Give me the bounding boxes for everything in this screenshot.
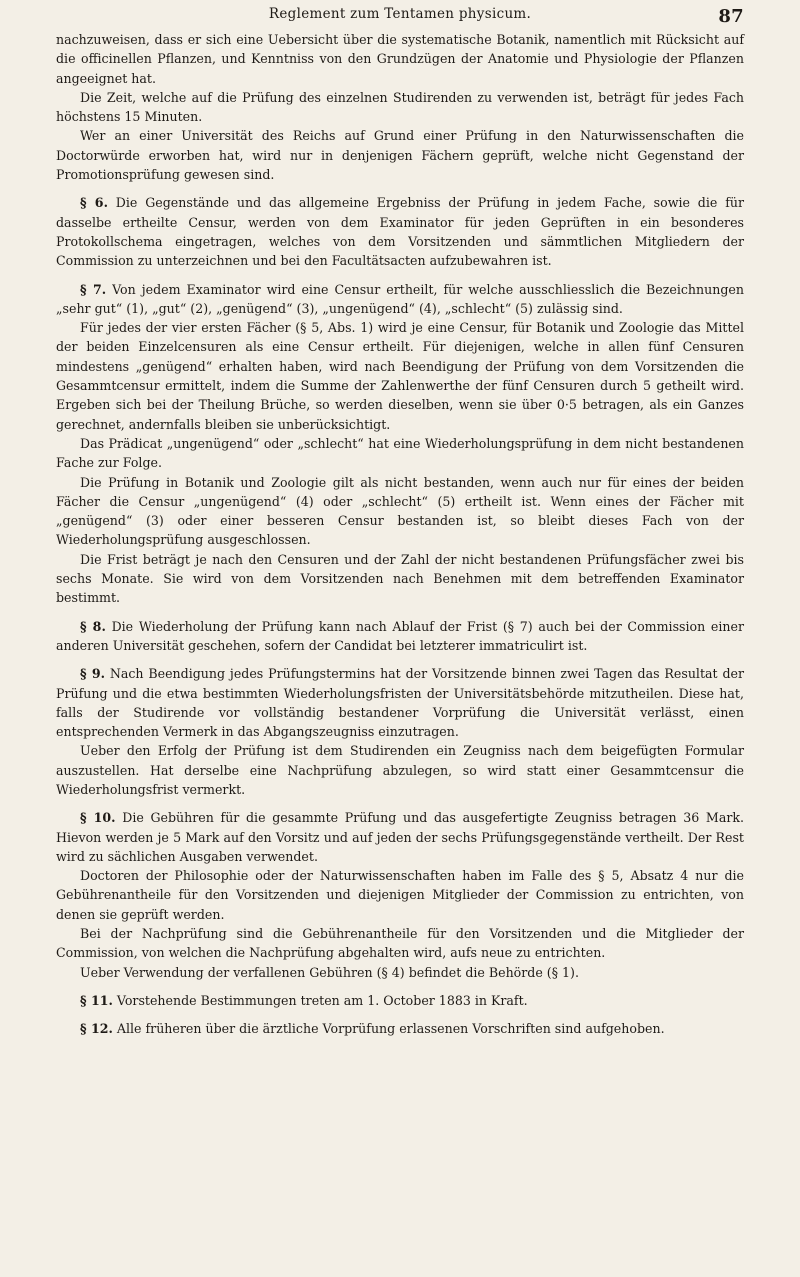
paragraph-text: Die Gegenstände und das allgemeine Ergebniss der Prüfung in jedem Fache, sowie die für dasselbe ertheilte Censur, werden von dem Examinator für jeden Geprüften in ein besonderes Protokollschema eingetragen, welches von dem Vorsitzenden und sämmtlichen Mitgliedern der Commission zu unterzeichnen und bei den Facultätsacten aufzubewahren ist. [56,195,744,269]
section-number: § 10. [80,810,116,826]
section-paragraph [56,991,744,1010]
paragraph-text: nachzuweisen, dass er sich eine Uebersicht über die systematische Botanik, namentlich mit Rücksicht auf die officinellen Pflanzen, und Kenntniss von den Grundzügen der Anatomie und Physiologie der Pflanzen angeeignet hat. [56,32,744,86]
paragraph [56,434,744,473]
paragraph-text: Bei der Nachprüfung sind die Gebührenantheile für den Vorsitzenden und die Mitglieder der Commission, von welchen die Nachprüfung abgehalten wird, aufs neue zu entrichten. [56,926,744,961]
paragraph-text: Vorstehende Bestimmungen treten am 1. October 1883 in Kraft. [116,992,528,1008]
paragraph-text: Für jedes der vier ersten Fächer (§ 5, Abs. 1) wird je eine Censur, für Botanik und Zoologie das Mittel der beiden Einzelcensuren als eine Censur ertheilt. Für diejenigen, welche in allen fünf Censuren mindestens „genügend“ erhalten haben, wird nach Beendigung der Prüfung von dem Vorsitzenden die Gesammtcensur ermittelt, indem die Summe der Zahlenwerthe der fünf Censuren durch 5 getheilt wird. Ergeben sich bei der Theilung Brüche, so werden dieselben, wenn sie über 0·5 betragen, als ein Ganzes gerechnet, andernfalls bleiben sie unberücksichtigt. [56,320,744,432]
paragraph [56,550,744,608]
running-header [56,6,744,30]
paragraph [56,963,744,982]
paragraph-text: Ueber Verwendung der verfallenen Gebühren (§ 4) befindet die Behörde (§ 1). [80,964,579,980]
section-number: § 9. [80,666,105,682]
paragraph-text: Das Prädicat „ungenügend“ oder „schlecht“ hat eine Wiederholungsprüfung in dem nicht bestandenen Fache zur Folge. [56,435,744,471]
section-paragraph [56,808,744,866]
section-paragraph [56,280,744,319]
page-number: 87 [718,6,744,27]
paragraph-text: Ueber den Erfolg der Prüfung ist dem Studirenden ein Zeugniss nach dem beigefügten Formular auszustellen. Hat derselbe eine Nachprüfung abzulegen, so wird statt einer Gesammtcensur die Wiederholungsfrist vermerkt. [56,743,744,797]
paragraph [56,318,744,434]
paragraph-text: Doctoren der Philosophie oder der Naturwissenschaften haben im Falle des § 5, Absatz 4 nur die Gebührenantheile für den Vorsitzenden und diejenigen Mitglieder der Commission zu entrichten, von denen sie geprüft werden. [56,868,744,922]
paragraph [56,473,744,550]
section-number: § 11. [80,992,113,1008]
paragraph-text: Die Prüfung in Botanik und Zoologie gilt als nicht bestanden, wenn auch nur für eines der beiden Fächer die Censur „ungenügend“ (4) oder „schlecht“ (5) ertheilt ist. Wenn eines der Fächer mit „genügend“ (3) oder einer besseren Censur bestanden ist, so bleibt dieses Fach von der Wiederholungsprüfung ausgeschlossen. [56,474,744,548]
section-paragraph [56,617,744,656]
section-number: § 8. [80,618,106,634]
section-number: § 6. [80,195,108,211]
section-number: § 7. [80,281,107,297]
paragraph-text: Die Zeit, welche auf die Prüfung des einzelnen Studirenden zu verwenden ist, beträgt für jedes Fach höchstens 15 Minuten. [56,89,744,125]
paragraph [56,741,744,799]
section-paragraph [56,664,744,741]
paragraph-text: Nach Beendigung jedes Prüfungstermins hat der Vorsitzende binnen zwei Tagen das Resultat der Prüfung und die etwa bestimmten Wiederholungsfristen der Universitätsbehörde mitzutheilen. Diese hat, falls der Studirende vor vollständig bestandener Vorprüfung die Universität verlässt, einen entsprechenden Vermerk in das Abgangszeugniss einzutragen. [56,666,744,740]
paragraph-text: Wer an einer Universität des Reichs auf Grund einer Prüfung in den Naturwissenschaften die Doctorwürde erworben hat, wird nur in denjenigen Fächern geprüft, welche nicht Gegenstand der Promotionsprüfung gewesen sind. [56,128,744,183]
paragraph [56,30,744,88]
running-title: Reglement zum Tentamen physicum. [268,6,532,22]
paragraph [56,126,744,184]
paragraph-text: Alle früheren über die ärztliche Vorprüfung erlassenen Vorschriften sind aufgehoben. [116,1021,665,1037]
section-paragraph [56,193,744,270]
paragraph [56,866,744,924]
paragraph-text: Die Frist beträgt je nach den Censuren und der Zahl der nicht bestandenen Prüfungsfächer zwei bis sechs Monate. Sie wird von dem Vorsitzenden nach Benehmen mit dem betreffenden Examinator bestimmt. [56,551,744,606]
paragraph-text: Die Wiederholung der Prüfung kann nach Ablauf der Frist (§ 7) auch bei der Commission einer anderen Universität geschehen, sofern der Candidat bei letzterer immatriculirt ist. [56,618,744,653]
paragraph-text: Die Gebühren für die gesammte Prüfung und das ausgefertigte Zeugniss betragen 36 Mark. Hievon werden je 5 Mark auf den Vorsitz und auf jeden der sechs Prüfungsgegenstände vertheilt. Der Rest wird zu sächlichen Ausgaben verwendet. [56,810,744,864]
paragraph [56,88,744,127]
document-body [56,30,744,1039]
paragraph [56,924,744,963]
paragraph-text: Von jedem Examinator wird eine Censur ertheilt, für welche ausschliesslich die Bezeichnungen „sehr gut“ (1), „gut“ (2), „genügend“ (3), „ungenügend“ (4), „schlecht“ (5) zulässig sind. [56,281,744,316]
section-paragraph [56,1019,744,1038]
section-number: § 12. [80,1021,113,1037]
